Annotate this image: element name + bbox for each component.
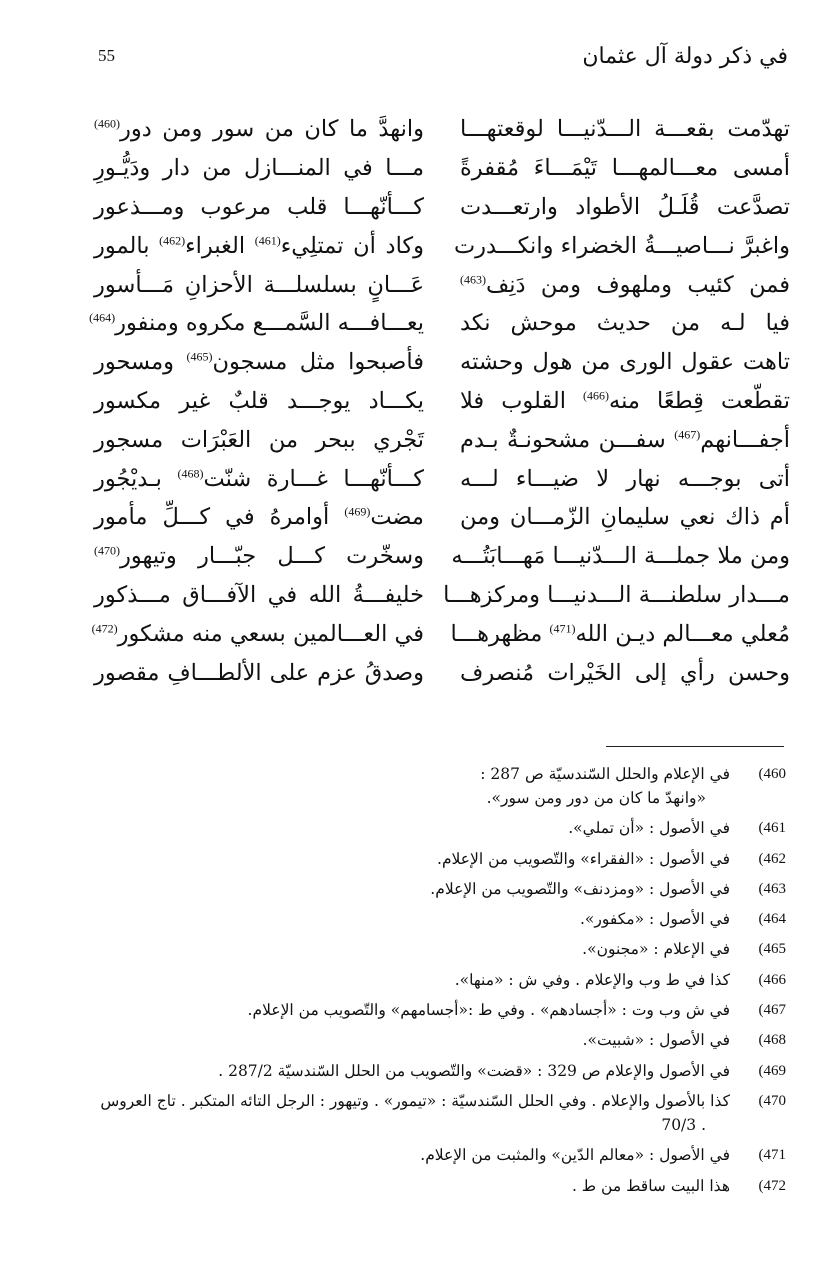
- footnote-text: كذا بالأصول والإعلام . وفي الحلل السّندسيّة : «تيمور» . وتيهور : الرجل التائه المتكبر . تاج العروس: [100, 1091, 730, 1110]
- footnote-number: (472: [758, 1177, 786, 1194]
- verse-second-hemistich: خليفـــةُ الله في الآفـــاق مـــذكور: [94, 581, 424, 608]
- footnote-marker: (461): [254, 233, 281, 248]
- footnote-number: (464: [758, 911, 786, 928]
- verse-row: [94, 653, 790, 692]
- footnote: [86, 877, 786, 901]
- footnote-separator: [606, 746, 784, 747]
- footnote: [86, 1059, 786, 1083]
- verse-row: [89, 304, 790, 343]
- footnote-number: (467: [758, 1002, 786, 1019]
- footnote: [86, 937, 786, 961]
- footnote-number: (463: [758, 880, 786, 897]
- footnote-number: (468: [758, 1032, 786, 1049]
- footnote-marker: (465): [186, 349, 213, 364]
- footnote-marker: (470): [94, 543, 120, 558]
- verse-second-hemistich: فأصبحوا مثل مسجون$^{(465)}$ ومسحور: [94, 349, 425, 376]
- footnote-text: في الأصول والإعلام ص 329 : «قضت» والتّصويب من الحلل السّندسيّة 287/2 .: [218, 1061, 730, 1080]
- footnote-marker: (464): [89, 310, 116, 325]
- footnote-number: (465: [758, 941, 786, 958]
- verse-second-hemistich: تَجْري ببحر من العَبْرَات مسجور: [94, 426, 424, 453]
- footnote-number: (466: [758, 971, 786, 988]
- verse-row: [94, 498, 790, 537]
- footnotes: [86, 762, 786, 1204]
- verse-second-hemistich: كـــأنّهـــا غـــارة شنّت$^{(468)}$ بـديْجُور: [94, 465, 424, 492]
- verse-row: [94, 265, 790, 304]
- footnote-text: في الأصول : «مكفور».: [580, 910, 730, 929]
- verse-row: [91, 614, 790, 653]
- footnote: [86, 907, 786, 931]
- footnote-number: (471: [758, 1147, 786, 1164]
- footnote-text-continued: «وانهدّ ما كان من دور ومن سور».: [486, 789, 706, 807]
- footnote-text: في الإعلام والحلل السّندسيّة ص 287 :: [480, 765, 730, 783]
- verse-first-hemistich: فيا لـه من حديث موحش نكد: [460, 310, 790, 337]
- footnote-marker: (463): [460, 272, 486, 287]
- verse-first-hemistich: تقطّعت قِطعًا منه$^{(466)}$ القلوب فلا: [460, 387, 791, 414]
- footnote-text: في الأصول : «الفقراء» والتّصويب من الإعلام.: [437, 849, 730, 868]
- footnote-text: في الأصول : «ومزدنف» والتّصويب من الإعلام.: [430, 879, 730, 898]
- verse-second-hemistich: مضت$^{(469)}$ أوامرهُ في كـــلِّ مأمور: [94, 504, 424, 531]
- verse-second-hemistich: وسخّرت كـــل جبّـــار وتيهور$^{(470)}$: [94, 543, 424, 570]
- verse-row: [94, 110, 790, 149]
- verse-row: [94, 226, 790, 265]
- verse-row: [94, 420, 790, 459]
- footnote-text: في ش وب وت : «أجسادهم» . وفي ط :«أجسامهم» والتّصويب من الإعلام.: [247, 1001, 730, 1020]
- verse-row: [94, 343, 790, 382]
- poem: [89, 110, 791, 692]
- verse-first-hemistich: ومن ملا جملـــة الـــدّنيـــا مَهـــابَتُـــه: [451, 543, 790, 570]
- footnote-text: في الأصول : «معالم الدّين» والمثبت من الإعلام.: [420, 1146, 730, 1165]
- footnote-marker: (469): [344, 504, 371, 519]
- verse-second-hemistich: عَـــانٍ بسلسلـــة الأحزانِ مَـــأسور: [94, 271, 424, 298]
- verse-second-hemistich: وصدقُ عزم على الألطـــافِ مقصور: [94, 659, 424, 686]
- verse-first-hemistich: أجفـــانهم$^{(467)}$ سفـــن مشحونـةٌ بـدم: [460, 426, 790, 453]
- verse-first-hemistich: مـــدار سلطنـــة الـــدنيـــا ومركزهـــا: [443, 581, 790, 608]
- verse-second-hemistich: يكـــاد يوجـــد قلبٌ غير مكسور: [94, 387, 424, 414]
- verse-row: [94, 382, 790, 421]
- footnote-marker: (468): [177, 466, 204, 481]
- verse-first-hemistich: تهدّمت بقعـــة الـــدّنيـــا لوقعتهـــا: [460, 116, 790, 143]
- footnote-number: (461: [758, 820, 786, 837]
- footnote-number: (469: [758, 1062, 786, 1079]
- verse-first-hemistich: وحسن رأي إلى الخَيْرات مُنصرف: [460, 659, 790, 686]
- footnote: [86, 1028, 786, 1052]
- verse-row: [94, 188, 790, 227]
- footnote-text: هذا البيت ساقط من ط .: [571, 1176, 730, 1195]
- footnote-marker: (466): [583, 388, 610, 403]
- verse-first-hemistich: أمسى معـــالمهـــا تَيْمَـــاءَ مُقفرةً: [460, 155, 790, 182]
- page-number: 55: [98, 46, 115, 65]
- footnote-number: (460: [758, 766, 786, 782]
- footnote: [86, 1174, 786, 1198]
- footnote: [86, 998, 786, 1022]
- footnote-marker: (462): [159, 233, 186, 248]
- footnote-marker: (471): [549, 621, 576, 636]
- verse-row: [94, 149, 790, 188]
- verse-first-hemistich: تاهت عقول الورى من هول وحشته: [460, 349, 790, 376]
- verse-row: [94, 576, 790, 615]
- verse-first-hemistich: أتى بوجـــه نهار لا ضيـــاء لـــه: [460, 465, 790, 492]
- footnote-marker: (472): [91, 621, 118, 636]
- verse-second-hemistich: مـــا في المنـــازل من دار ودَيُّـورِ: [94, 155, 424, 182]
- footnote-marker: (460): [94, 116, 120, 131]
- footnote-text: في الإعلام : «مجنون».: [582, 940, 730, 959]
- footnote-text: في الأصول : «شبيت».: [582, 1031, 730, 1050]
- footnote-number: (462: [758, 850, 786, 867]
- footnote-text-continued: . 70/3: [661, 1115, 706, 1134]
- footnote-text: في الأصول : «أن تملي».: [568, 819, 730, 838]
- verse-row: [94, 459, 790, 498]
- footnote: [86, 1089, 786, 1137]
- verse-first-hemistich: فمن كئيب وملهوف ومن دَنِف$^{(463)}$: [460, 271, 790, 298]
- verse-second-hemistich: كـــأنّهـــا قلب مرعوب ومـــذعور: [94, 193, 424, 220]
- footnote: [86, 968, 786, 992]
- verse-second-hemistich: يعـــافـــه السَّمـــع مكروه ومنفور$^{(464)}$: [89, 310, 424, 337]
- verse-first-hemistich: أم ذاك نعي سليمانِ الزّمـــان ومن: [460, 504, 790, 531]
- verse-second-hemistich: وكاد أن تمتلِيء$^{(461)}$ الغبراء$^{(462)}$ بالمور: [94, 232, 424, 259]
- footnote-number: (470: [758, 1092, 786, 1109]
- verse-row: [94, 537, 790, 576]
- running-title: في ذكر دولة آل عثمان: [582, 44, 788, 69]
- footnote-text: كذا في ط وب والإعلام . وفي ش : «منها».: [454, 970, 730, 989]
- verse-first-hemistich: مُعلي معـــالم ديـن الله$^{(471)}$ مظهرهـــا: [450, 620, 790, 647]
- footnote: [86, 762, 786, 810]
- footnote: [86, 816, 786, 840]
- verse-first-hemistich: واغبرَّ نـــاصيـــةُ الخضراء وانكـــدرت: [454, 232, 790, 259]
- verse-first-hemistich: تصدَّعت قُلَـلُ الأطواد وارتعـــدت: [460, 193, 790, 220]
- verse-second-hemistich: وانهدَّ ما كان من سور ومن دور$^{(460)}$: [94, 116, 424, 143]
- footnote-marker: (467): [674, 427, 701, 442]
- footnote: [86, 1143, 786, 1167]
- verse-second-hemistich: في العـــالمين بسعي منه مشكور$^{(472)}$: [91, 620, 424, 647]
- footnote: [86, 847, 786, 871]
